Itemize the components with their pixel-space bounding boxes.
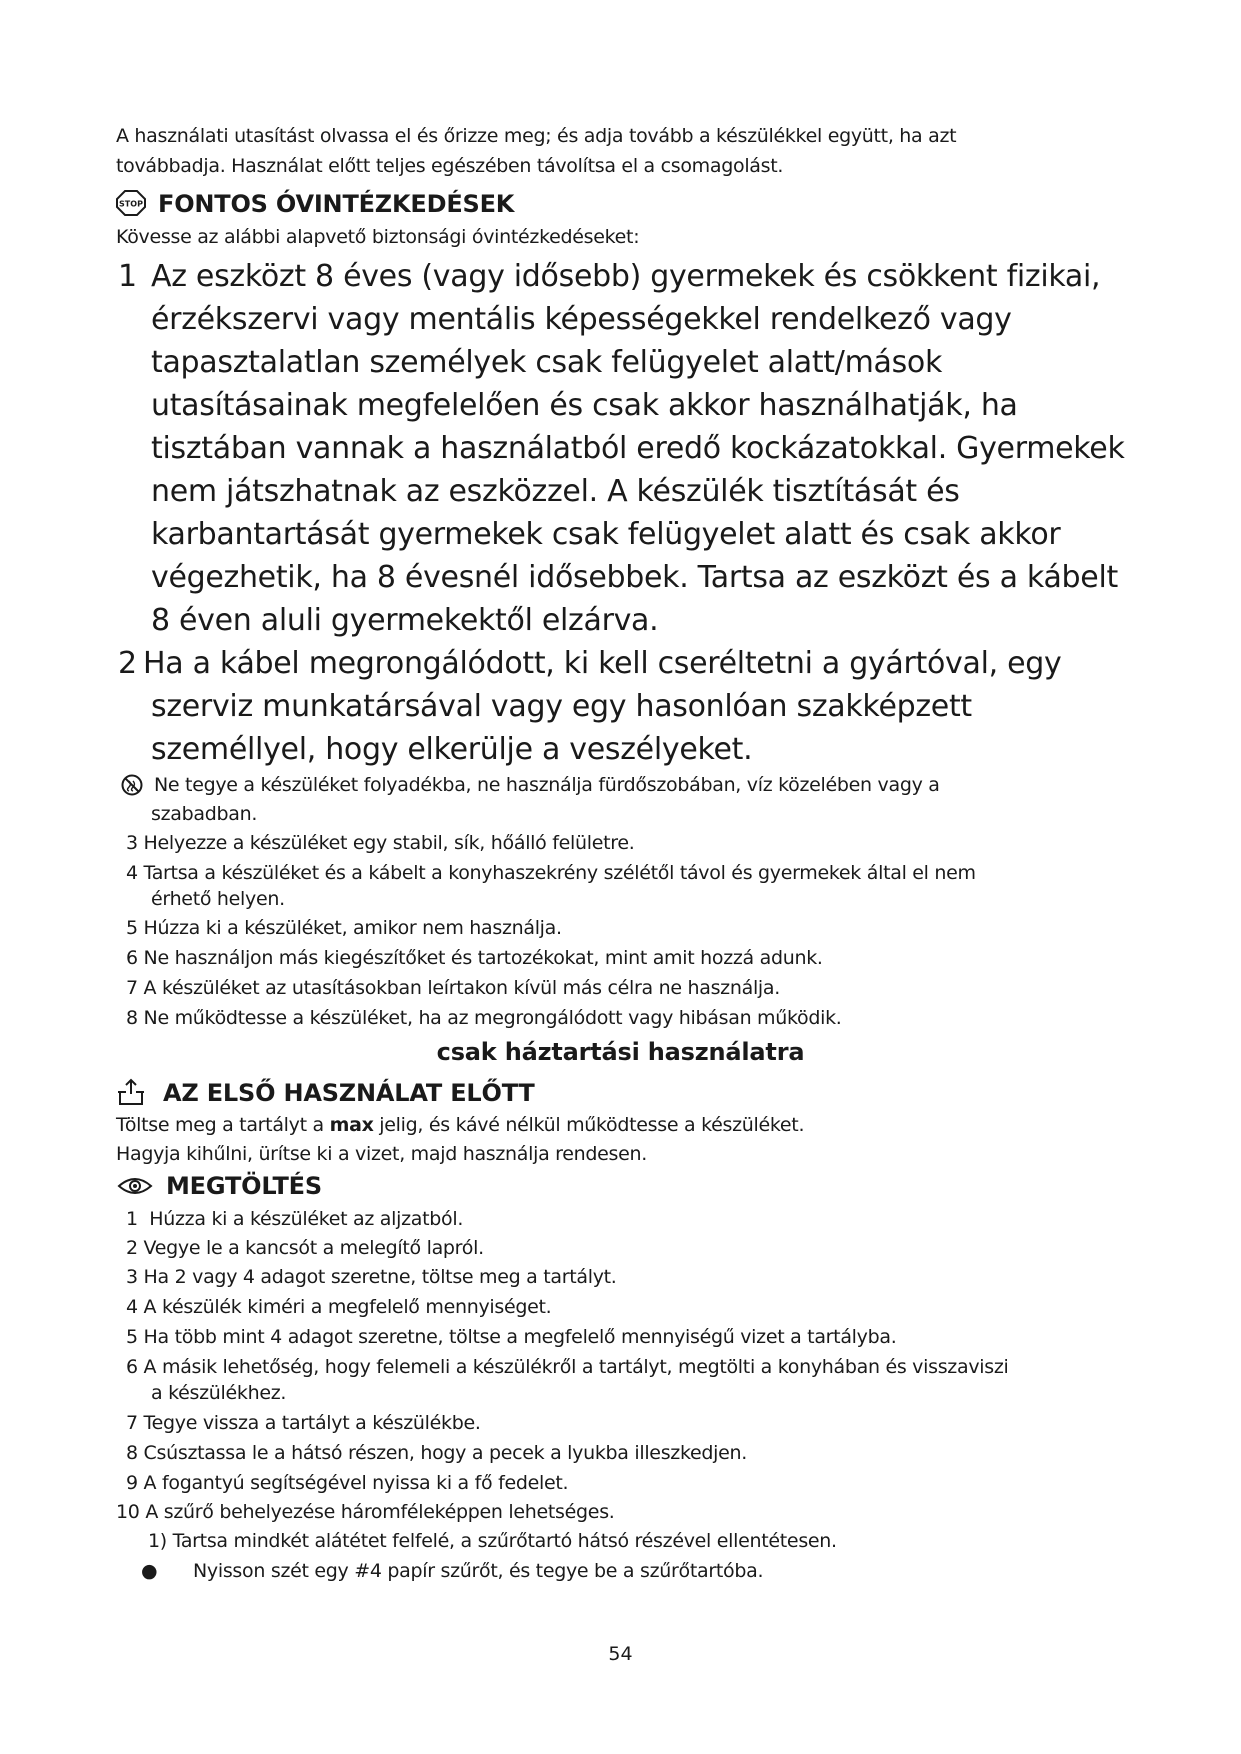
item-2-number: 2 <box>118 646 137 681</box>
stop-icon-label: STOP <box>119 199 143 209</box>
household-use-note: csak háztartási használatra <box>436 1038 805 1066</box>
item-1-line-6: nem játszhatnak az eszközzel. A készülék tisztítását és <box>151 474 960 509</box>
item-4: 4 Tartsa a készüléket és a kábelt a konyhaszekrény szélétől távol és gyermekek által el nem <box>126 862 976 884</box>
item-2-line-1: Ha a kábel megrongálódott, ki kell cseréltetni a gyártóval, egy <box>143 646 1062 681</box>
fill-sub-item-1: 1) Tartsa mindkét alátétet felfelé, a szűrőtartó hátsó részével ellentétesen. <box>148 1530 837 1552</box>
fill-item-7: 7 Tegye vissza a tartályt a készülékbe. <box>126 1412 481 1434</box>
fill-item-9: 9 A fogantyú segítségével nyissa ki a fő fedelet. <box>126 1472 569 1494</box>
page-number: 54 <box>608 1643 633 1665</box>
item-1-line-2: érzékszervi vagy mentális képességekkel rendelkező vagy <box>151 302 1012 337</box>
filling-heading: MEGTÖLTÉS <box>166 1172 322 1200</box>
eye-icon <box>117 1175 153 1197</box>
fill-item-3: 3 Ha 2 vagy 4 adagot szeretne, töltse meg a tartályt. <box>126 1266 617 1288</box>
item-1-line-4: utasításainak megfelelően és csak akkor használhatják, ha <box>151 388 1018 423</box>
fill-item-6-continuation: a készülékhez. <box>151 1382 287 1404</box>
item-6: 6 Ne használjon más kiegészítőket és tartozékokat, mint amit hozzá adunk. <box>126 947 823 969</box>
safety-heading: FONTOS ÓVINTÉZKEDÉSEK <box>158 190 515 218</box>
item-5: 5 Húzza ki a készüléket, amikor nem használja. <box>126 917 562 939</box>
stop-icon <box>116 190 146 216</box>
item-7: 7 A készüléket az utasításokban leírtakon kívül más célra ne használja. <box>126 977 780 999</box>
intro-line-1: A használati utasítást olvassa el és őrizze meg; és adja tovább a készülékkel együtt, ha azt <box>116 125 957 147</box>
bullet-item: Nyisson szét egy #4 papír szűrőt, és tegye be a szűrőtartóba. <box>193 1560 764 1582</box>
fill-item-4: 4 A készülék kiméri a megfelelő mennyiséget. <box>126 1296 552 1318</box>
bullet-dot: ● <box>141 1560 158 1582</box>
item-1-line-5: tisztában vannak a használatból eredő kockázatokkal. Gyermekek <box>151 431 1125 466</box>
item-1-number: 1 <box>118 259 137 294</box>
fill-item-6: 6 A másik lehetőség, hogy felemeli a készülékről a tartályt, megtölti a konyhában és visszaviszi <box>126 1356 1009 1378</box>
item-1-line-9: 8 éven aluli gyermekektől elzárva. <box>151 603 659 638</box>
max-mark: max <box>329 1114 374 1136</box>
item-1-line-8: végezhetik, ha 8 évesnél idősebbek. Tartsa az eszközt és a kábelt <box>151 560 1118 595</box>
item-1-line-7: karbantartását gyermekek csak felügyelet alatt és csak akkor <box>151 517 1061 552</box>
warning-line-2: szabadban. <box>151 803 258 825</box>
warning-line-1: Ne tegye a készüléket folyadékba, ne használja fürdőszobában, víz közelében vagy a <box>154 774 940 796</box>
first-use-line-1: Töltse meg a tartályt a max jelig, és kávé nélkül működtesse a készüléket. <box>116 1114 805 1136</box>
unpack-box-icon <box>117 1078 145 1106</box>
fill-item-2: 2 Vegye le a kancsót a melegítő lapról. <box>126 1237 484 1259</box>
item-3: 3 Helyezze a készüléket egy stabil, sík, hőálló felületre. <box>126 832 635 854</box>
item-4-continuation: érhető helyen. <box>151 888 285 910</box>
item-8: 8 Ne működtesse a készüléket, ha az megrongálódott vagy hibásan működik. <box>126 1007 842 1029</box>
fill-item-5: 5 Ha több mint 4 adagot szeretne, töltse a megfelelő mennyiségű vizet a tartályba. <box>126 1326 897 1348</box>
item-2-line-2: szerviz munkatársával vagy egy hasonlóan szakképzett <box>151 689 972 724</box>
fill-item-10: 10 A szűrő behelyezése háromféleképpen lehetséges. <box>116 1501 615 1523</box>
safety-subtitle: Kövesse az alábbi alapvető biztonsági óvintézkedéseket: <box>116 226 640 248</box>
first-use-heading: AZ ELSŐ HASZNÁLAT ELŐTT <box>163 1079 535 1107</box>
fill-item-8: 8 Csúsztassa le a hátsó részen, hogy a pecek a lyukba illeszkedjen. <box>126 1442 747 1464</box>
no-water-icon <box>121 774 143 796</box>
item-1-line-1: Az eszközt 8 éves (vagy idősebb) gyermekek és csökkent fizikai, <box>151 259 1101 294</box>
fill-item-1: 1 Húzza ki a készüléket az aljzatból. <box>126 1208 464 1230</box>
intro-line-2: továbbadja. Használat előtt teljes egészében távolítsa el a csomagolást. <box>116 155 784 177</box>
item-2-line-3: személlyel, hogy elkerülje a veszélyeket. <box>151 732 753 767</box>
item-1-line-3: tapasztalatlan személyek csak felügyelet alatt/mások <box>151 345 943 380</box>
first-use-line-2: Hagyja kihűlni, ürítse ki a vizet, majd használja rendesen. <box>116 1143 648 1165</box>
